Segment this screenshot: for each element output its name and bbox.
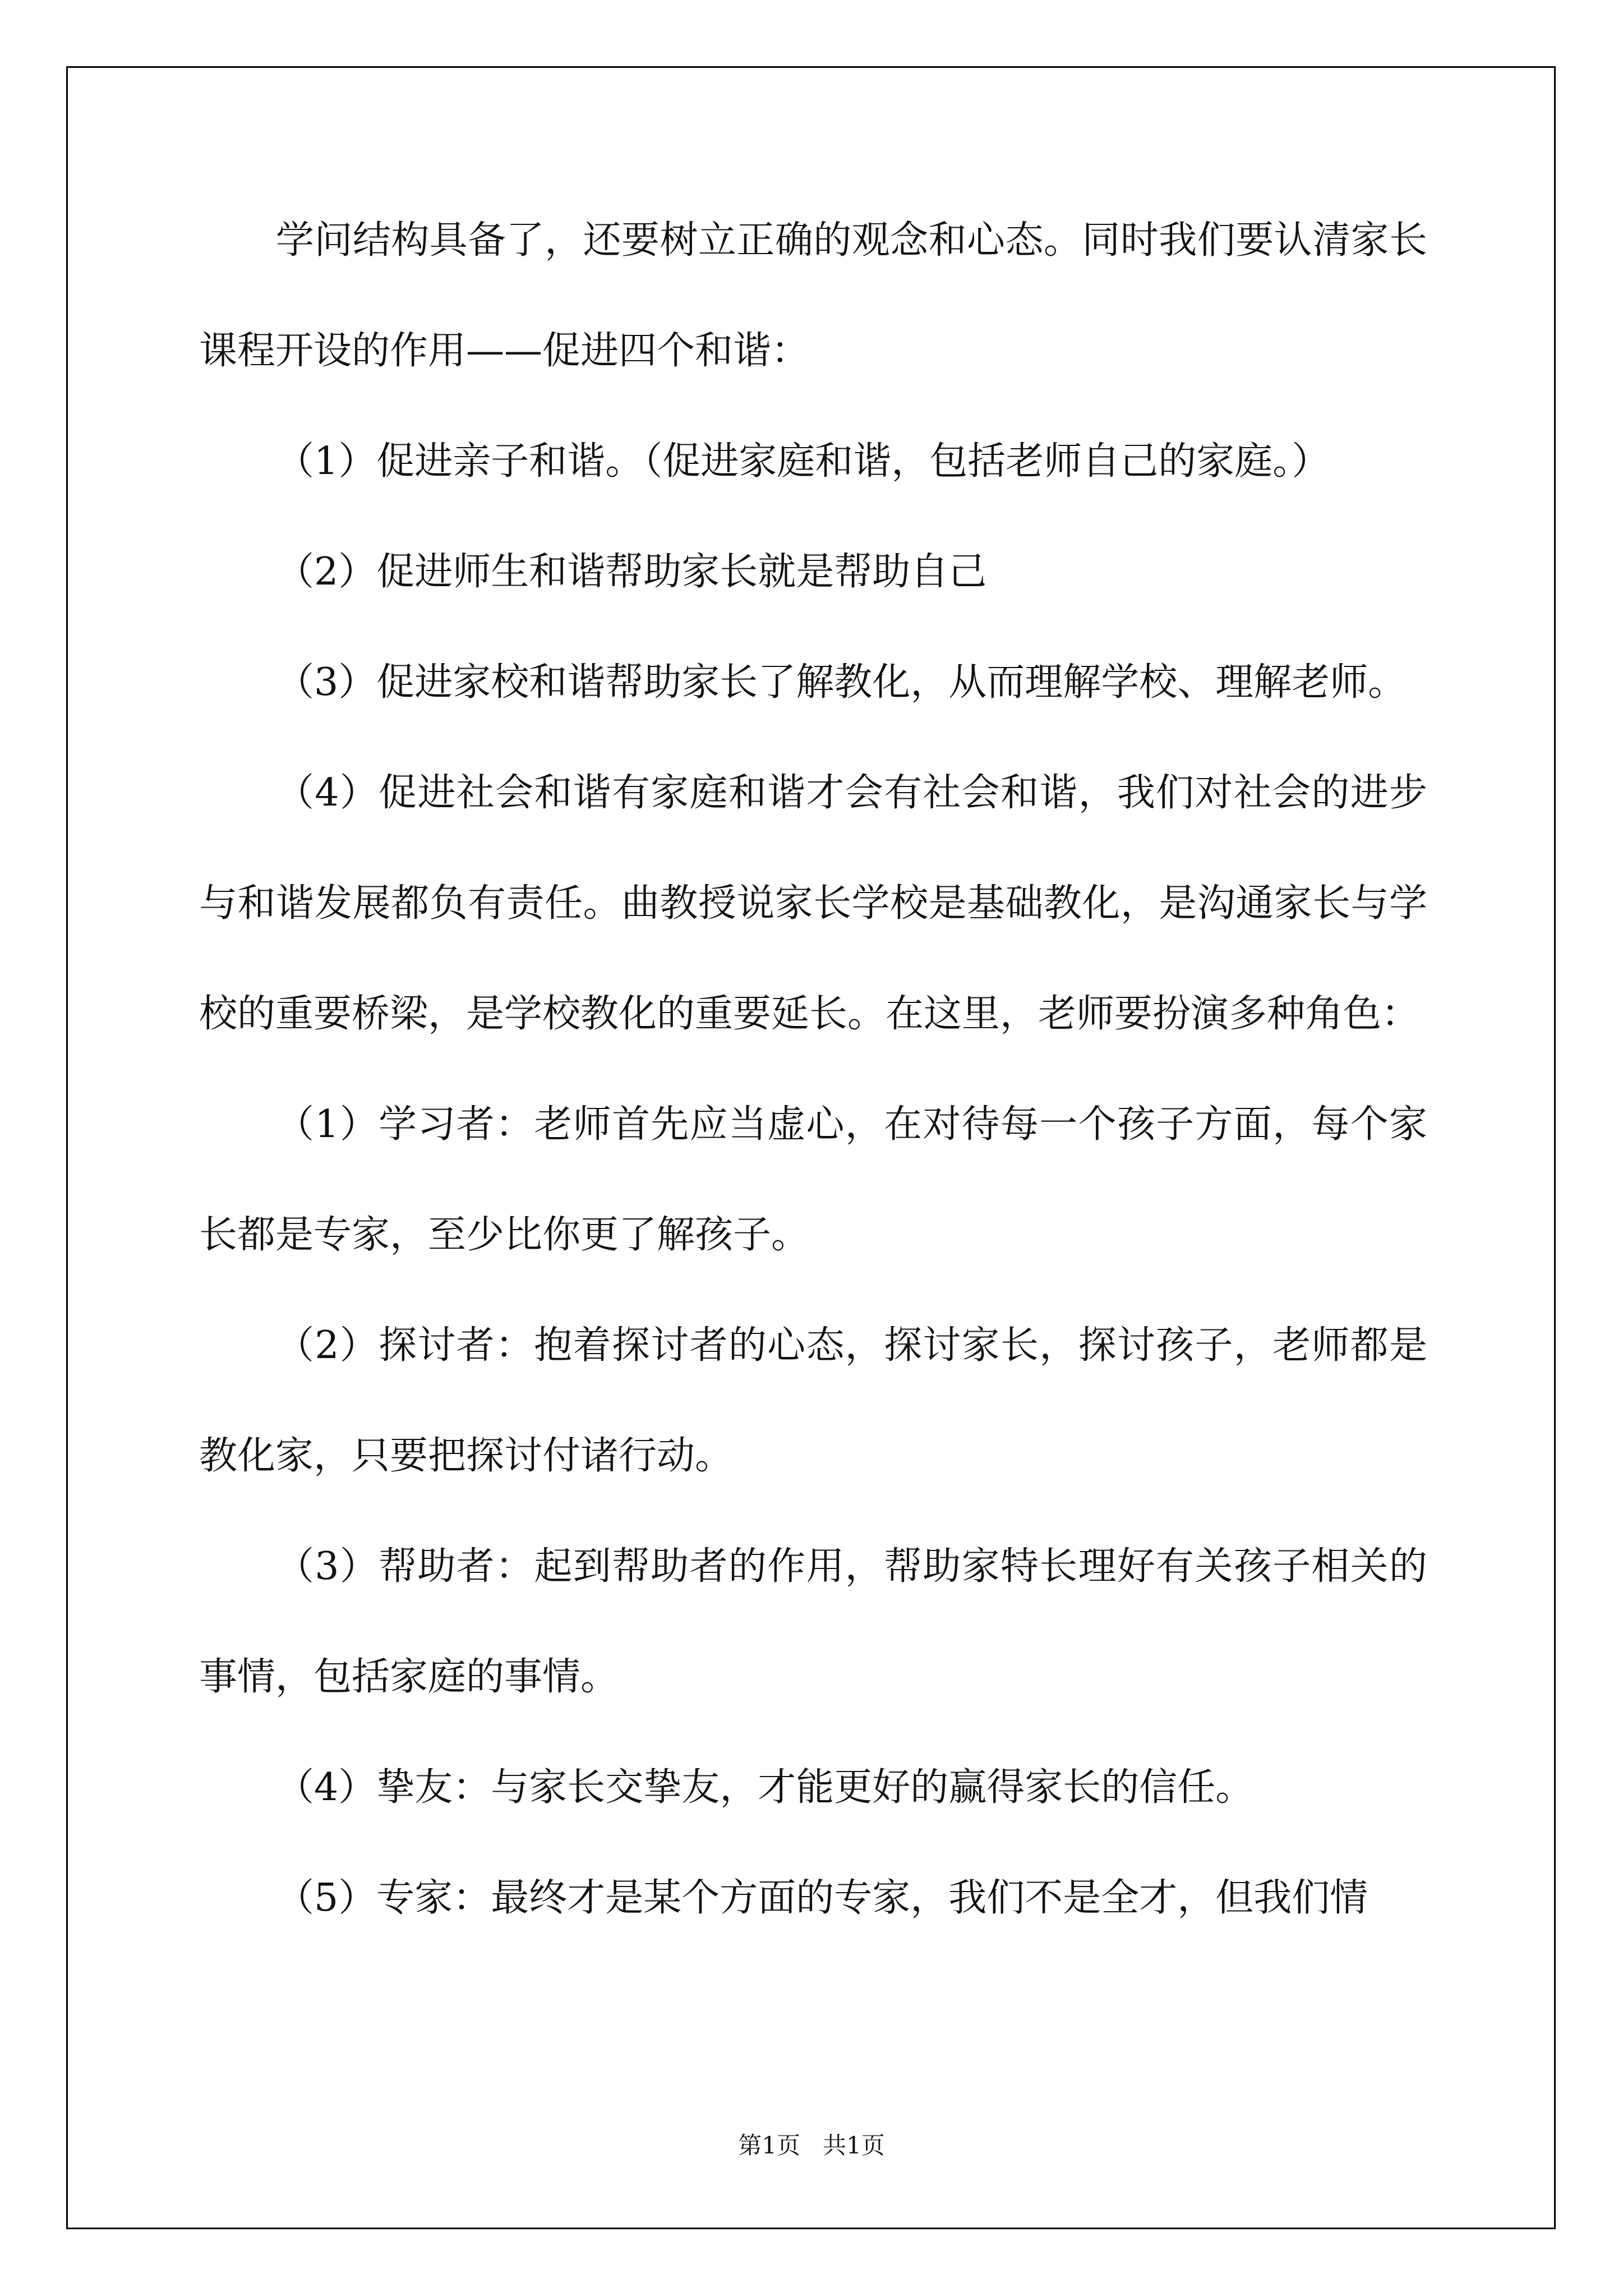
paragraph-harmony-3: （3）促进家校和谐帮助家长了解教化，从而理解学校、理解老师。	[276, 660, 1407, 705]
paragraph-role-5: （5）专家：最终才是某个方面的专家，我们不是全才，但我们情	[276, 1876, 1368, 1920]
paragraph-role-4: （4）挚友：与家长交挚友，才能更好的赢得家长的信任。	[276, 1765, 1254, 1810]
paragraph-role-1: （1）学习者：老师首先应当虚心，在对待每一个孩子方面，每个家长都是专家，至少比你更了解孩子。	[199, 1102, 1427, 1257]
paragraph-harmony-2: （2）促进师生和谐帮助家长就是帮助自己	[276, 550, 987, 594]
document-body	[199, 185, 1427, 1953]
paragraph-intro: 学问结构具备了，还要树立正确的观念和心态。同时我们要认清家长课程开设的作用——促进四个和谐：	[199, 218, 1427, 373]
page-footer: 第1页 共1页	[738, 2132, 885, 2159]
paragraph-role-2: （2）探讨者：抱着探讨者的心态，探讨家长，探讨孩子，老师都是教化家，只要把探讨付诸行动。	[199, 1323, 1427, 1478]
paragraph-harmony-1: （1）促进亲子和谐。（促进家庭和谐，包括老师自己的家庭。）	[276, 439, 1330, 484]
paragraph-harmony-4: （4）促进社会和谐有家庭和谐才会有社会和谐，我们对社会的进步与和谐发展都负有责任。曲教授说家长学校是基础教化，是沟通家长与学校的重要桥梁，是学校教化的重要延长。在这里，老师要扮演多种角色：	[199, 771, 1427, 1036]
paragraph-role-3: （3）帮助者：起到帮助者的作用，帮助家特长理好有关孩子相关的事情，包括家庭的事情。	[199, 1544, 1427, 1699]
